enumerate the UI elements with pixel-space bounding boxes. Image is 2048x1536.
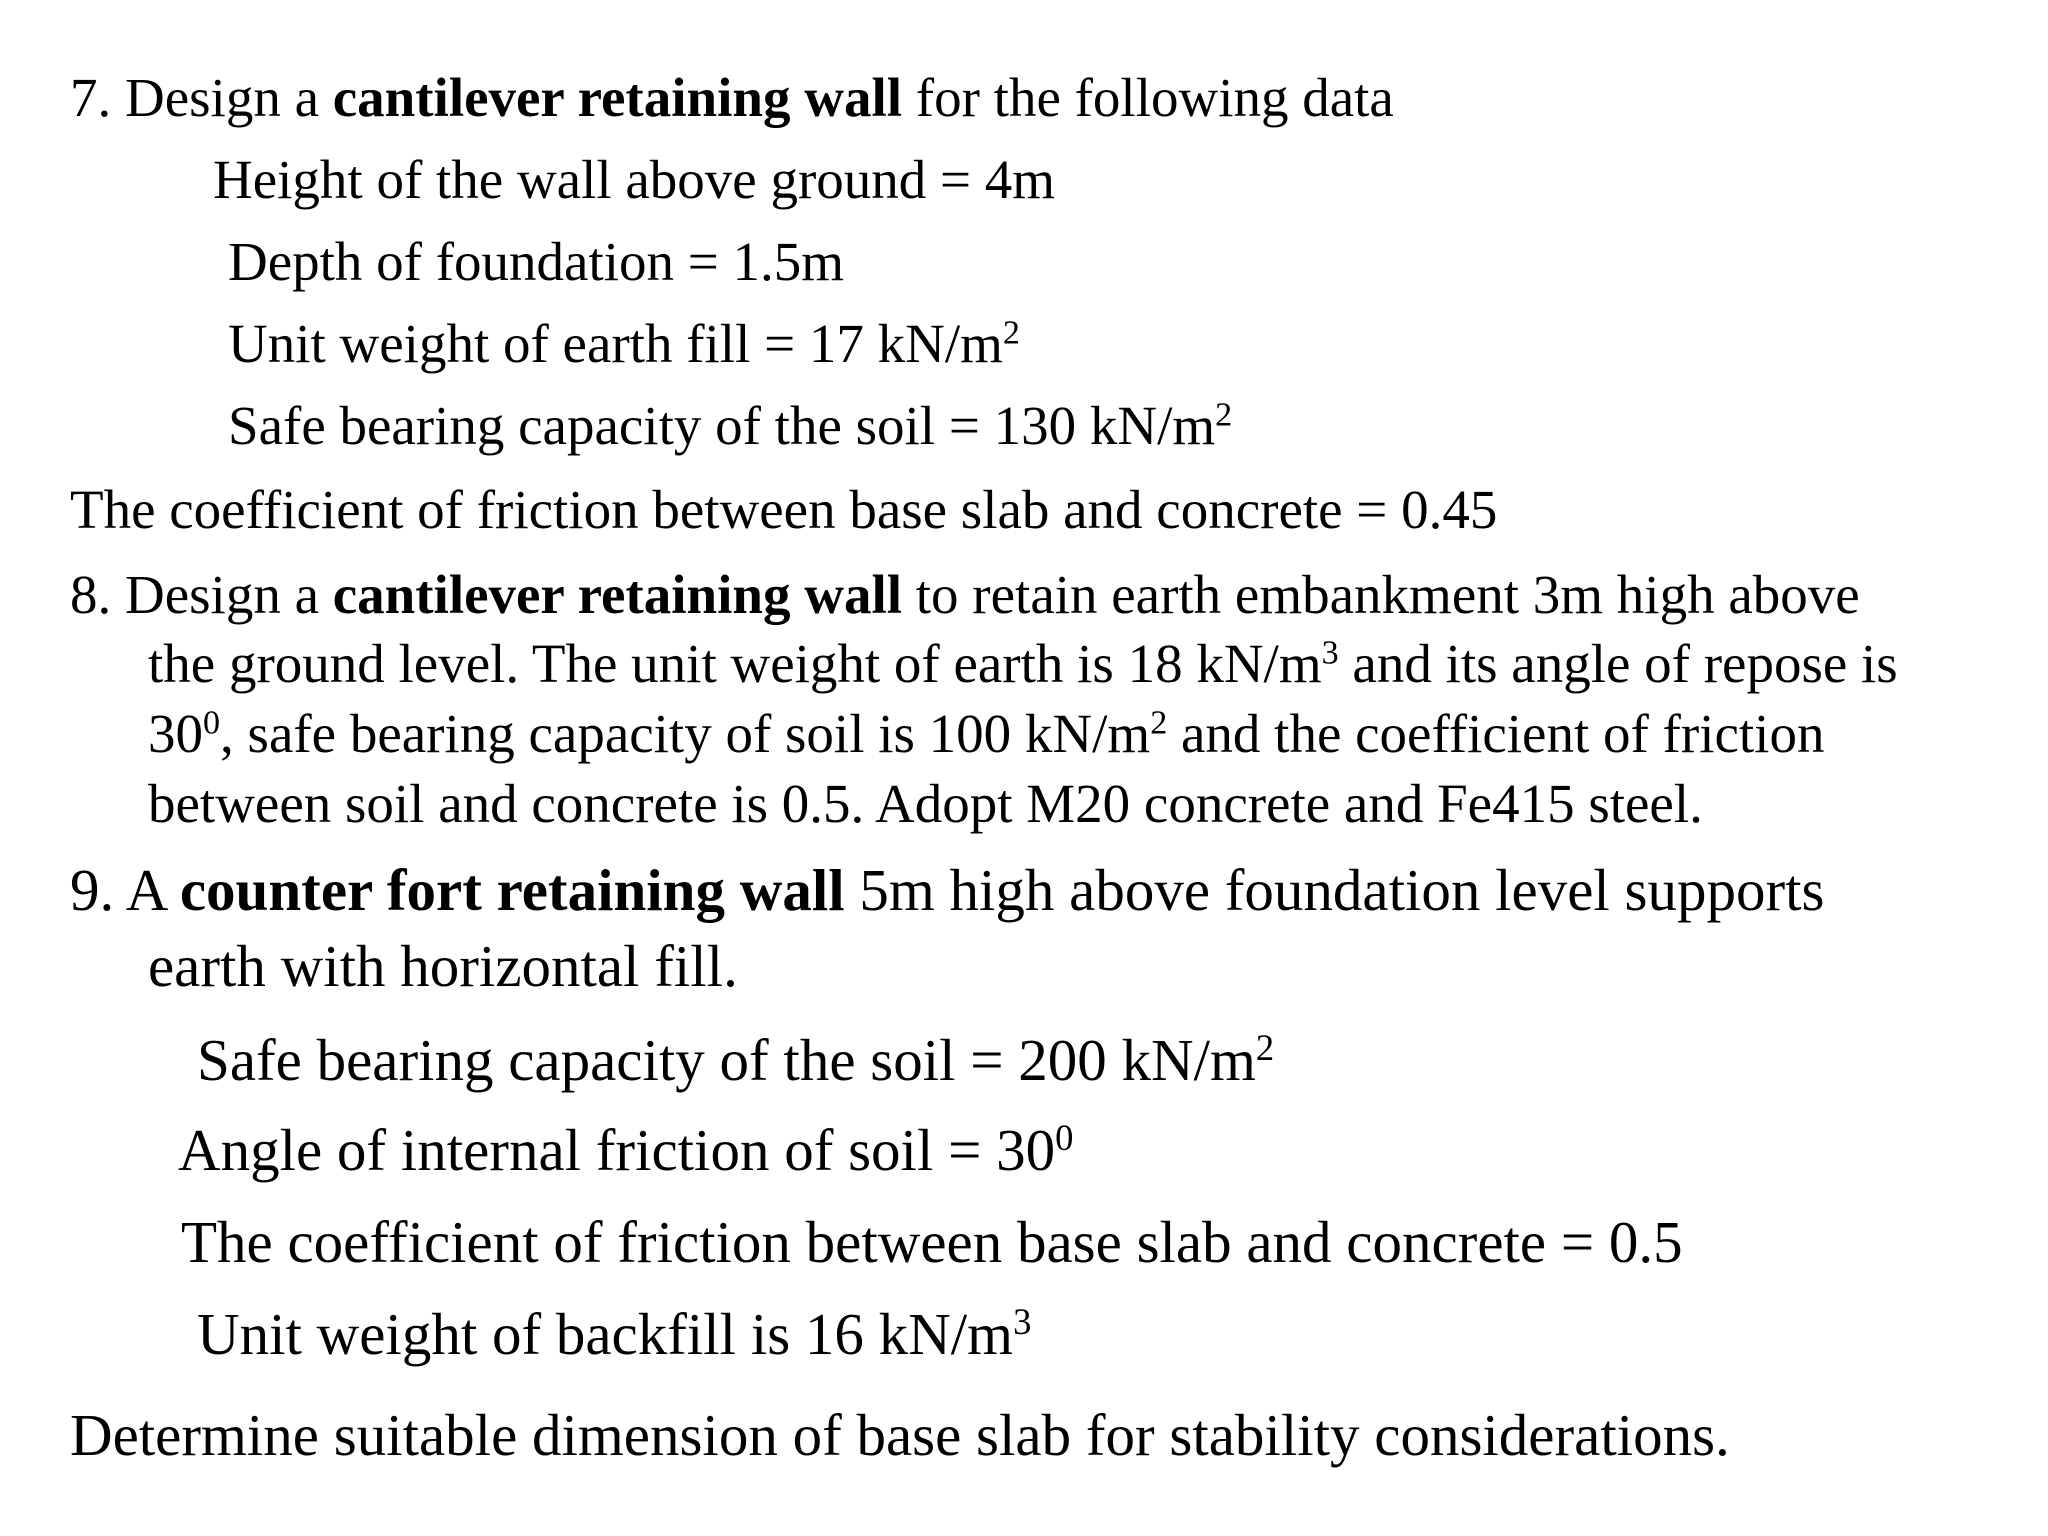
q9-bearing-line	[197, 1026, 1275, 1093]
q8-line-3-sup2: 2	[1150, 704, 1168, 742]
q8-number: 8.	[70, 564, 112, 625]
q7-height-line: Height of the wall above ground = 4m	[213, 149, 1056, 210]
q9-bold-term: counter fort retaining wall	[179, 857, 845, 923]
q7-bold-term: cantilever retaining wall	[332, 67, 903, 128]
q7-tail: for the following data	[915, 67, 1394, 128]
q8-line-4: between soil and concrete is 0.5. Adopt M20 concrete and Fe415 steel.	[148, 773, 1703, 834]
q8-line-3-sup1: 0	[203, 704, 221, 742]
q9-tail: 5m high above foundation level supports	[859, 857, 1825, 923]
q8-heading	[70, 564, 1860, 625]
q7-bearing-sup: 2	[1215, 396, 1233, 434]
q7-unit-weight-sup: 2	[1002, 314, 1020, 352]
q7-heading	[70, 67, 1394, 128]
q8-line-3a: 30	[148, 703, 203, 764]
q9-bearing-text: Safe bearing capacity of the soil = 200 kN/m	[197, 1027, 1256, 1093]
q8-line-2-sup: 3	[1321, 634, 1339, 672]
q7-unit-weight-line	[228, 313, 1020, 374]
q9-friction-angle-line	[178, 1116, 1074, 1183]
q7-unit-weight-text: Unit weight of earth fill = 17 kN/m	[228, 313, 1003, 374]
q9-line-2: earth with horizontal fill.	[148, 933, 738, 999]
q9-backfill-text: Unit weight of backfill is 16 kN/m	[197, 1301, 1014, 1367]
q9-number: 9.	[70, 857, 115, 923]
q8-lead: Design a	[125, 564, 319, 625]
q7-bearing-line	[228, 395, 1233, 456]
q8-line-3b: , safe bearing capacity of soil is 100 kN/m	[220, 703, 1151, 764]
q9-backfill-sup: 3	[1013, 1300, 1032, 1342]
q7-number: 7.	[70, 67, 112, 128]
q8-line-3	[148, 703, 1825, 764]
q8-line-2b: and its angle of repose is	[1338, 633, 1898, 694]
q9-lead: A	[125, 857, 166, 923]
q8-tail: to retain earth embankment 3m high above	[915, 564, 1860, 625]
q8-bold-term: cantilever retaining wall	[332, 564, 903, 625]
q8-line-2a: the ground level. The unit weight of earth is 18 kN/m	[148, 633, 1322, 694]
q7-friction-line: The coefficient of friction between base slab and concrete = 0.45	[70, 479, 1498, 540]
q7-bearing-text: Safe bearing capacity of the soil = 130 kN/m	[228, 395, 1216, 456]
q9-backfill-line	[197, 1300, 1032, 1367]
q7-lead: Design a	[125, 67, 319, 128]
q9-friction-coefficient-line: The coefficient of friction between base slab and concrete = 0.5	[181, 1209, 1683, 1275]
q8-line-2	[148, 633, 1898, 694]
q9-friction-angle-text: Angle of internal friction of soil = 30	[178, 1117, 1056, 1183]
q9-friction-angle-sup: 0	[1055, 1116, 1074, 1158]
q8-line-3c: and the coefficient of friction	[1167, 703, 1825, 764]
q9-determine-line: Determine suitable dimension of base slab for stability considerations.	[70, 1402, 1730, 1468]
q7-depth-line: Depth of foundation = 1.5m	[228, 231, 845, 292]
q9-heading	[70, 857, 1825, 923]
q9-bearing-sup: 2	[1255, 1026, 1275, 1068]
